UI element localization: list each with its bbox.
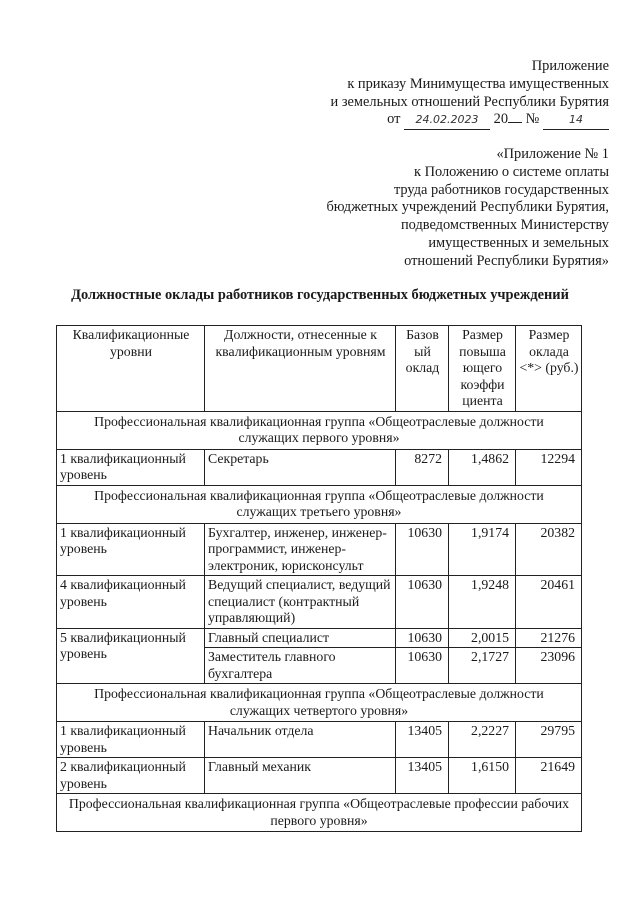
order-date-line [331,111,609,130]
salary-cell: 12294 [516,449,582,485]
salary-cell: 21649 [516,758,582,794]
level-cell: 2 квалификационный уровень [57,758,205,794]
coef-cell: 1,6150 [449,758,516,794]
document-title: Должностные оклады работников государственных бюджетных учреждений [71,287,569,303]
table-header-row [57,326,582,412]
group-row [57,794,582,832]
coef-cell: 1,4862 [449,449,516,485]
position-cell: Главный специалист [205,628,396,648]
base-cell: 10630 [396,628,449,648]
table-row [57,758,582,794]
coef-cell: 2,0015 [449,628,516,648]
base-cell: 10630 [396,576,449,629]
year-blank [508,122,522,123]
salary-cell: 23096 [516,648,582,684]
salary-cell: 21276 [516,628,582,648]
attachment-line: имущественных и земельных [428,234,609,251]
salary-table [56,325,582,832]
salary-cell: 29795 [516,722,582,758]
table-row [57,722,582,758]
group-title: Профессиональная квалификационная группа «Общеотраслевые должности служащих третьего уровня» [57,485,582,523]
level-cell: 5 квалификационный уровень [57,628,205,684]
header-base-salary: Базов ый оклад [396,326,449,412]
attachment-line: бюджетных учреждений Республики Бурятия, [326,199,609,216]
appendix-label: Приложение [531,58,609,74]
attachment-line: отношений Республики Бурятия» [404,252,609,269]
year-prefix: 20 [493,111,509,128]
order-header [331,58,609,130]
table-row [57,523,582,576]
order-line-1: к приказу Минимущества имущественных [347,75,609,92]
attachment-line: труда работников государственных [393,181,609,198]
header-salary: Размер оклада <*> (руб.) [516,326,582,412]
group-row [57,485,582,523]
group-row [57,411,582,449]
level-cell: 1 квалификационный уровень [57,449,205,485]
group-row [57,684,582,722]
salary-cell: 20461 [516,576,582,629]
handwritten-number: 14 [543,111,609,130]
level-cell: 4 квалификационный уровень [57,576,205,629]
group-title: Профессиональная квалификационная группа «Общеотраслевые профессии рабочих первого уровня» [57,794,582,832]
date-prefix: от [387,111,401,128]
table-row [57,449,582,485]
position-cell: Бухгалтер, инженер, инженер-программист, инженер-электроник, юрисконсульт [205,523,396,576]
attachment-line: подведомственных Министерству [400,217,609,234]
handwritten-date: 24.02.2023 [404,111,490,130]
position-cell: Начальник отдела [205,722,396,758]
order-line-2: и земельных отношений Республики Бурятия [330,93,609,110]
attachment-header [326,146,609,271]
table-row [57,576,582,629]
position-cell: Главный механик [205,758,396,794]
number-sign: № [525,111,540,128]
group-title: Профессиональная квалификационная группа «Общеотраслевые должности служащих первого уровня» [57,411,582,449]
header-positions: Должности, отнесенные к квалификационным уровням [205,326,396,412]
table-row [57,628,582,648]
group-title: Профессиональная квалификационная группа «Общеотраслевые должности служащих четвертого уровня» [57,684,582,722]
base-cell: 10630 [396,523,449,576]
position-cell: Заместитель главного бухгалтера [205,648,396,684]
coef-cell: 1,9248 [449,576,516,629]
coef-cell: 1,9174 [449,523,516,576]
attachment-line: «Приложение № 1 [496,146,609,162]
position-cell: Секретарь [205,449,396,485]
attachment-line: к Положению о системе оплаты [414,163,609,180]
position-cell: Ведущий специалист, ведущий специалист (контрактный управляющий) [205,576,396,629]
salary-cell: 20382 [516,523,582,576]
base-cell: 10630 [396,648,449,684]
base-cell: 8272 [396,449,449,485]
base-cell: 13405 [396,758,449,794]
coef-cell: 2,1727 [449,648,516,684]
header-levels: Квалификационные уровни [57,326,205,412]
level-cell: 1 квалификационный уровень [57,523,205,576]
base-cell: 13405 [396,722,449,758]
level-cell: 1 квалификационный уровень [57,722,205,758]
coef-cell: 2,2227 [449,722,516,758]
header-coefficient: Размер повыша ющего коэффи циента [449,326,516,412]
